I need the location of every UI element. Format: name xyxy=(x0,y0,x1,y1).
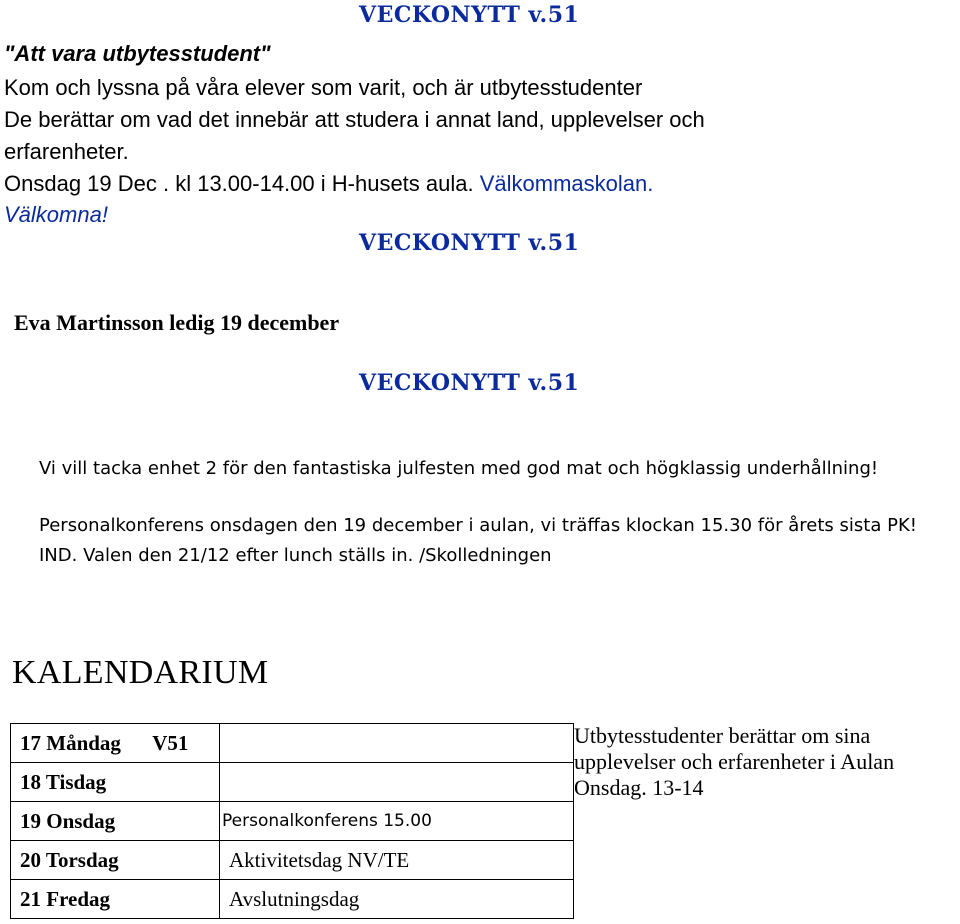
calendar-day: 18 Tisdag xyxy=(20,769,107,794)
table-row xyxy=(11,841,574,880)
table-row xyxy=(11,802,574,841)
calendar-day-cell xyxy=(11,724,220,763)
calendar-day-cell xyxy=(11,802,220,841)
article-line-2: De berättar om vad det innebär att studera i annat land, upplevelser och xyxy=(4,107,705,132)
article-welcome: Välkomna! xyxy=(4,202,108,227)
article-when-text: Onsdag 19 Dec . kl 13.00-14.00 i H-husets aula. xyxy=(4,171,474,196)
article-when xyxy=(4,168,653,199)
thanks-text: Vi vill tacka enhet 2 för den fantastiska julfesten med god mat och högklassig underhållning! xyxy=(39,458,879,479)
calendar-event-cell xyxy=(220,724,574,763)
conference-line-2: IND. Valen den 21/12 efter lunch ställs in. /Skolledningen xyxy=(39,545,552,566)
article-line-3: erfarenheter. xyxy=(4,139,129,164)
table-row xyxy=(11,880,574,919)
calendar-day: 21 Fredag xyxy=(20,886,111,911)
calendar-side-note: Utbytesstudenter berättar om sina upplevelser och erfarenheter i Aulan Onsdag. 13-14 xyxy=(574,723,895,800)
calendar-heading: KALENDARIUM xyxy=(12,654,269,691)
calendar-event-cell: Aktivitetsdag NV/TE xyxy=(220,841,574,880)
article-line-1: Kom och lyssna på våra elever som varit, och är utbytesstudenter xyxy=(4,75,643,100)
table-row xyxy=(11,724,574,763)
calendar-week: V51 xyxy=(152,730,189,755)
conference-line-1: Personalkonferens onsdagen den 19 december i aulan, vi träffas klockan 15.30 för årets sista PK! xyxy=(39,515,917,536)
calendar-day: 17 Måndag xyxy=(20,730,121,755)
article-welcome-school: Välkommaskolan. xyxy=(479,171,654,196)
veckonytt-banner-3: VECKONYTT v.51 xyxy=(359,370,580,396)
table-row xyxy=(11,763,574,802)
notice-text: Eva Martinsson ledig 19 december xyxy=(14,310,340,335)
calendar-day-cell xyxy=(11,763,220,802)
calendar-day: 20 Torsdag xyxy=(20,847,119,872)
veckonytt-banner-2: VECKONYTT v.51 xyxy=(359,230,580,256)
veckonytt-banner-top: VECKONYTT v.51 xyxy=(359,2,580,28)
calendar-day-cell xyxy=(11,880,220,919)
calendar-event-cell: Avslutningsdag xyxy=(220,880,574,919)
calendar-table xyxy=(10,723,574,919)
calendar-day-cell xyxy=(11,841,220,880)
calendar-day: 19 Onsdag xyxy=(20,808,116,833)
article-title: "Att vara utbytesstudent" xyxy=(4,41,271,66)
calendar-event-cell xyxy=(220,763,574,802)
calendar-event-cell: Personalkonferens 15.00 xyxy=(220,802,574,841)
